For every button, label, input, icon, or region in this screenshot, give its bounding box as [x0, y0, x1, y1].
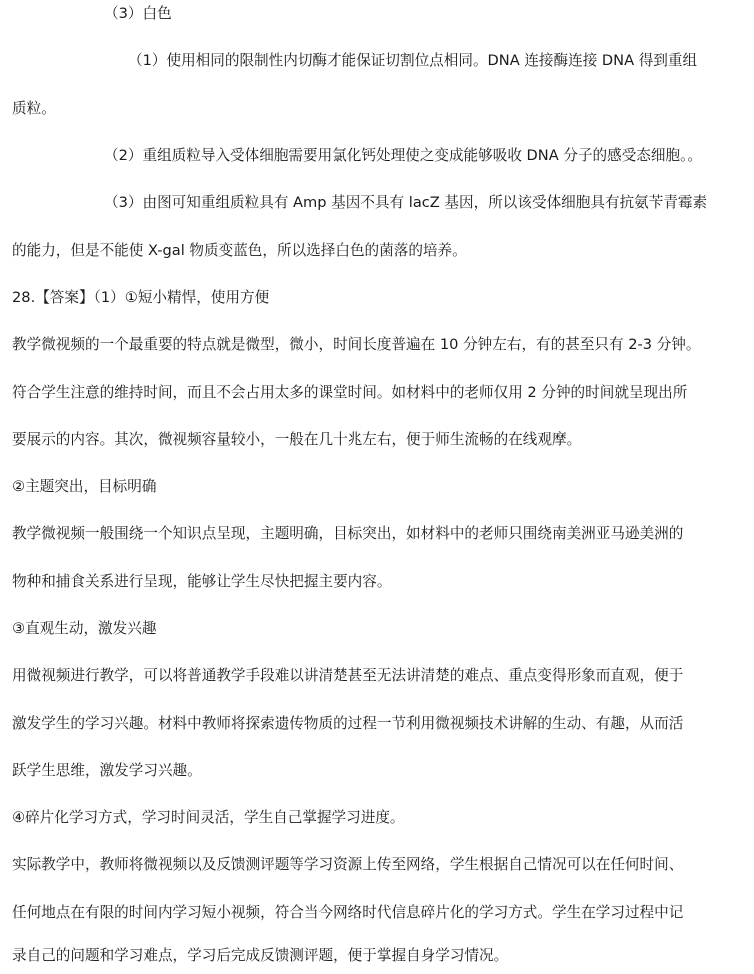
explanation-3-line: （3）由图可知重组质粒具有 Amp 基因不具有 lacZ 基因，所以该受体细胞具有抗氨苄青霉素 [104, 194, 708, 211]
paragraph-2-line-2: 物种和捕食关系进行呈现，能够让学生尽快把握主要内容。 [12, 573, 392, 590]
explanation-1-cont: 质粒。 [12, 100, 56, 117]
paragraph-1-line-2: 符合学生注意的维持时间，而且不会占用太多的课堂时间。如材料中的老师仅用 2 分钟的时间就呈现出所 [12, 384, 688, 401]
explanation-3-cont: 的能力，但是不能使 X-gal 物质变蓝色，所以选择白色的菌落的培养。 [12, 242, 467, 259]
paragraph-3-line-3: 跃学生思维，激发学习兴趣。 [12, 762, 202, 779]
paragraph-1-line-3: 要展示的内容。其次，微视频容量较小，一般在几十兆左右，便于师生流畅的在线观摩。 [12, 431, 582, 448]
paragraph-4-line-1: 实际教学中，教师将微视频以及反馈测评题等学习资源上传至网络，学生根据自己情况可以在任何时间、 [12, 856, 684, 873]
explanation-2-line: （2）重组质粒导入受体细胞需要用氯化钙处理使之变成能够吸收 DNA 分子的感受态细胞。。 [104, 147, 702, 164]
paragraph-3-line-2: 激发学生的学习兴趣。材料中教师将探索遗传物质的过程一节利用微视频技术讲解的生动、有趣，从而活 [12, 715, 684, 732]
point-2-heading: ②主题突出，目标明确 [12, 478, 157, 495]
paragraph-3-line-1: 用微视频进行教学，可以将普通教学手段难以讲清楚甚至无法讲清楚的难点、重点变得形象而直观，便于 [12, 667, 684, 684]
answer-3-white: （3）白色 [104, 5, 172, 22]
point-4-heading: ④碎片化学习方式，学习时间灵活，学生自己掌握学习进度。 [12, 809, 405, 826]
paragraph-4-line-3: 录自己的问题和学习难点，学习后完成反馈测评题，便于掌握自身学习情况。 [12, 947, 509, 964]
point-3-heading: ③直观生动，激发兴趣 [12, 620, 157, 637]
paragraph-1-line-1: 教学微视频的一个最重要的特点就是微型，微小，时间长度普遍在 10 分钟左右，有的甚至只有 2-3 分钟。 [12, 336, 701, 353]
explanation-1-line: （1）使用相同的限制性内切酶才能保证切割位点相同。DNA 连接酶连接 DNA 得到重组 [128, 52, 698, 69]
paragraph-2-line-1: 教学微视频一般围绕一个知识点呈现，主题明确，目标突出，如材料中的老师只围绕南美洲亚马逊美洲的 [12, 525, 684, 542]
q28-answer-heading: 28.【答案】（1）①短小精悍，使用方便 [12, 289, 270, 306]
paragraph-4-line-2: 任何地点在有限的时间内学习短小视频，符合当今网络时代信息碎片化的学习方式。学生在学习过程中记 [12, 904, 684, 921]
